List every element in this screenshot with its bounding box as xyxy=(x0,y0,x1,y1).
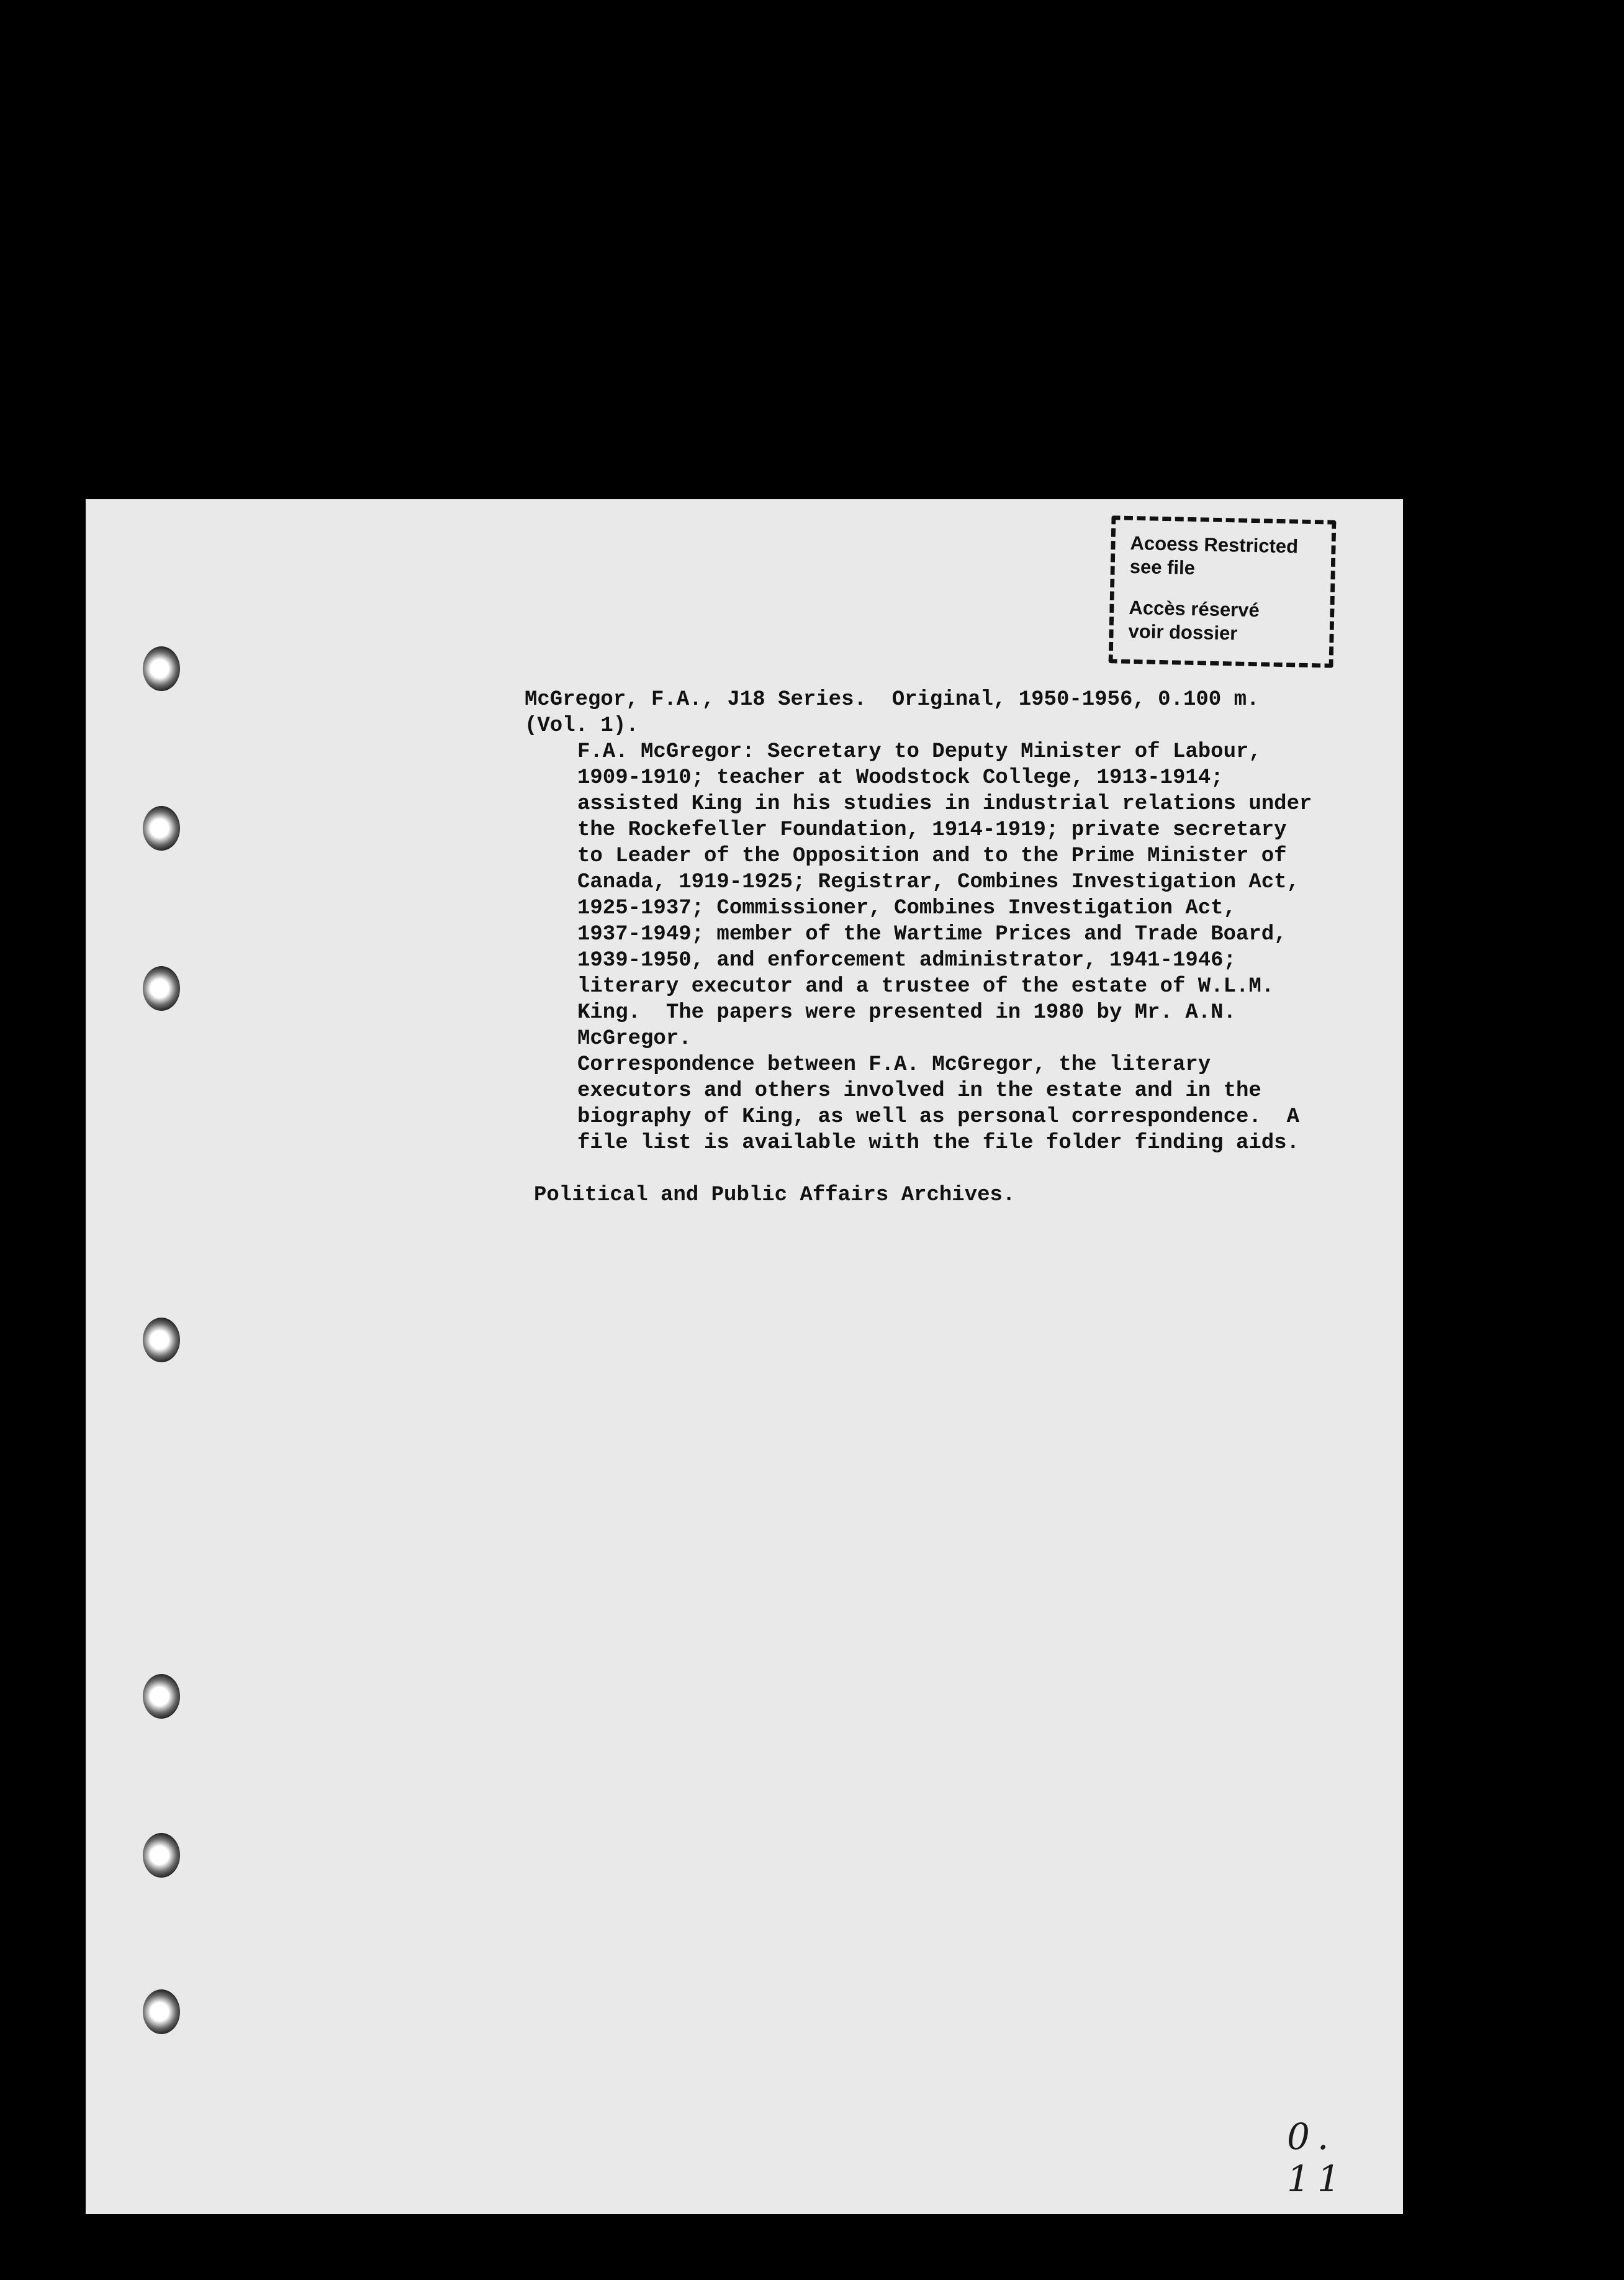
punch-hole xyxy=(143,646,180,691)
stamp-line-french-2: voir dossier xyxy=(1128,620,1238,645)
punch-hole xyxy=(143,1318,180,1362)
scope-line: Correspondence between F.A. McGregor, the literary xyxy=(577,1053,1211,1077)
biography-line: 1909-1910; teacher at Woodstock College, 1913-1914; xyxy=(577,766,1224,790)
stamp-line-french-1: Accès réservé xyxy=(1129,596,1260,622)
stamp-line-english-1: Acoess Restricted xyxy=(1130,532,1299,558)
biography-line: 1937-1949; member of the Wartime Prices and Trade Board, xyxy=(577,923,1287,946)
scope-line: file list is available with the file folder finding aids. xyxy=(577,1131,1299,1155)
punch-hole xyxy=(143,1833,180,1878)
punch-hole xyxy=(143,1989,180,2034)
biography-line: Canada, 1919-1925; Registrar, Combines Investigation Act, xyxy=(577,871,1299,894)
biography-line: F.A. McGregor: Secretary to Deputy Minister of Labour, xyxy=(577,740,1261,764)
biography-line: assisted King in his studies in industrial relations under xyxy=(577,792,1312,816)
repository-line: Political and Public Affairs Archives. xyxy=(534,1183,1016,1207)
biography-line: the Rockefeller Foundation, 1914-1919; private secretary xyxy=(577,818,1287,842)
entry-header-line: McGregor, F.A., J18 Series. Original, 1950-1956, 0.100 m. xyxy=(525,688,1260,712)
scope-line: biography of King, as well as personal correspondence. A xyxy=(577,1105,1299,1129)
document-page xyxy=(86,499,1403,2214)
biography-line: literary executor and a trustee of the estate of W.L.M. xyxy=(577,975,1274,998)
biography-line: to Leader of the Opposition and to the Prime Minister of xyxy=(577,844,1287,868)
scope-line: executors and others involved in the estate and in the xyxy=(577,1079,1261,1103)
biography-line: 1925-1937; Commissioner, Combines Investigation Act, xyxy=(577,897,1236,920)
access-restricted-stamp xyxy=(1109,515,1337,668)
entry-header-line: (Vol. 1). xyxy=(525,714,639,738)
punch-hole xyxy=(143,966,180,1011)
punch-hole xyxy=(143,806,180,851)
handwritten-page-mark: 0. 11 xyxy=(1287,2115,1348,2200)
biography-line: 1939-1950, and enforcement administrator, 1941-1946; xyxy=(577,949,1236,972)
stamp-line-english-2: see file xyxy=(1129,555,1196,579)
biography-line: McGregor. xyxy=(577,1027,692,1051)
biography-line: King. The papers were presented in 1980 by Mr. A.N. xyxy=(577,1001,1236,1025)
punch-hole xyxy=(143,1674,180,1719)
